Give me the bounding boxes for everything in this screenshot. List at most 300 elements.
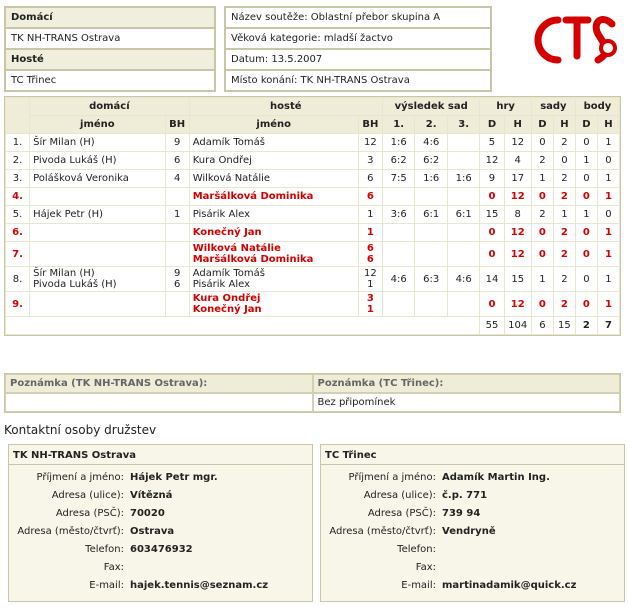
label-zip: Adresa (PSČ):: [367, 507, 436, 519]
col-points-h: H: [598, 116, 619, 133]
guest-bh-line-2: 1: [367, 279, 374, 290]
col-set2: 2.: [415, 116, 447, 133]
games-d-line: 0: [488, 191, 496, 202]
points-h-line: 0: [605, 155, 612, 166]
games-d: [480, 292, 503, 316]
guest-bh-line: 6: [366, 243, 374, 254]
col-sets-h: H: [554, 116, 575, 133]
sets-d: [532, 292, 553, 316]
sets-h: [554, 267, 575, 291]
sets-h: [554, 242, 575, 266]
points-h-line: 1: [605, 173, 612, 184]
total-games-d: 55: [480, 317, 503, 334]
home-contact-fax: [127, 558, 312, 576]
points-d-line: 0: [582, 227, 590, 238]
sets-h-line: 2: [561, 273, 568, 285]
guest-label: Hosté: [5, 49, 215, 70]
home-player: [30, 134, 164, 151]
sets-d-line: 0: [538, 191, 546, 202]
home-player-line: Šír Milan (H): [33, 268, 95, 279]
home-contact-name: Hájek Petr mgr.: [130, 471, 218, 483]
set-1: [383, 134, 415, 151]
match-row: [6, 267, 619, 291]
guest-bh: [359, 267, 382, 291]
col-guest-bh: BH: [359, 116, 382, 133]
set-3: [448, 267, 480, 291]
points-d-line: 0: [582, 191, 590, 202]
home-bh-line: 4: [173, 173, 181, 184]
guest-note-label: Poznámka (TC Třinec):: [313, 374, 621, 393]
sets-h-line: 2: [561, 137, 568, 148]
guest-bh: [359, 206, 382, 223]
set-2: [415, 292, 447, 316]
sets-d: [532, 242, 553, 266]
match-number: [6, 170, 29, 187]
games-d-line: 0: [488, 248, 496, 260]
points-h-line: 0: [605, 209, 612, 220]
guest-player: [190, 224, 358, 241]
match-number-line: 8.: [12, 273, 23, 285]
home-player: [30, 170, 164, 187]
sets-h-line: 2: [560, 227, 568, 238]
set-3: [448, 134, 480, 151]
match-number: [6, 224, 29, 241]
points-h: [598, 267, 619, 291]
guest-bh: [359, 188, 382, 205]
home-bh: [166, 188, 189, 205]
set-3: [448, 188, 480, 205]
label-fax: Fax:: [415, 561, 436, 573]
guest-player: [190, 170, 358, 187]
points-h: [598, 134, 619, 151]
home-bh: [166, 152, 189, 169]
set-2: [415, 242, 447, 266]
games-h-line: 12: [510, 248, 525, 260]
match-row: [6, 292, 619, 316]
label-zip: Adresa (PSČ):: [55, 507, 124, 519]
set-2-line: 6:3: [423, 273, 440, 285]
match-number: [6, 188, 29, 205]
games-h: [505, 267, 531, 291]
guest-bh: [359, 134, 382, 151]
guest-player-line: Adamík Tomáš: [192, 137, 265, 148]
games-h-line: 12: [510, 298, 525, 310]
set-3: [448, 170, 480, 187]
set-2: [415, 188, 447, 205]
sets-h-line: 2: [561, 173, 568, 184]
set-1-line: 4:6: [390, 273, 407, 285]
match-row: [6, 188, 619, 205]
label-phone: Telefon:: [85, 543, 124, 555]
guest-player: [190, 134, 358, 151]
games-h-line: 4: [514, 155, 521, 166]
games-d: [480, 170, 503, 187]
guest-player: [190, 292, 358, 316]
games-h-line: 12: [511, 137, 525, 148]
home-bh: [166, 224, 189, 241]
points-h: [598, 152, 619, 169]
match-number: [6, 134, 29, 151]
set-3-line: 6:1: [455, 209, 472, 220]
home-bh-line: 1: [173, 209, 181, 220]
guest-contact-zip: 739 94: [442, 507, 481, 519]
home-note-label: Poznámka (TK NH-TRANS Ostrava):: [5, 374, 313, 393]
guest-player-line: Wilková Natálie: [192, 173, 271, 184]
set-1-line: 7:5: [390, 173, 407, 184]
set-3: [448, 206, 480, 223]
home-player: [30, 224, 164, 241]
notes-section: [4, 373, 621, 413]
games-d: [480, 134, 503, 151]
match-number: [6, 292, 29, 316]
sets-h-line: 1: [561, 209, 568, 220]
sets-d: [532, 188, 553, 205]
points-d: [576, 152, 597, 169]
guest-player: [190, 242, 358, 266]
home-contact-zip: 70020: [130, 507, 165, 519]
guest-bh-line-2: 6: [366, 254, 374, 265]
points-h-line: 1: [604, 191, 612, 202]
col-home-name: jméno: [30, 116, 164, 133]
venue: Místo konání: TK NH-TRANS Ostrava: [225, 70, 491, 91]
points-h-line: 1: [605, 137, 612, 148]
set-1-line: 1:6: [390, 137, 407, 148]
home-player-line: Polášková Veronika: [33, 173, 129, 184]
points-d: [576, 242, 597, 266]
set-2: [415, 206, 447, 223]
competition: Název soutěže: Oblastní přebor skupina A: [225, 7, 491, 28]
set-3: [448, 242, 480, 266]
guest-bh-line: 1: [367, 209, 374, 220]
teams-box: [4, 6, 216, 92]
set-1: [383, 242, 415, 266]
home-contact-city: Ostrava: [130, 525, 175, 537]
date: Datum: 13.5.2007: [225, 49, 491, 70]
set-1: [383, 152, 415, 169]
set-2-line: 4:6: [423, 137, 440, 148]
points-d-line: 0: [582, 248, 590, 260]
contacts-title: Kontaktní osoby družstev: [4, 423, 157, 437]
points-h-line: 1: [604, 298, 612, 310]
match-row: [6, 224, 619, 241]
points-h-line: 1: [604, 248, 612, 260]
col-result: výsledek sad: [383, 98, 480, 115]
points-h: [598, 206, 619, 223]
games-h: [505, 170, 531, 187]
games-h-line: 12: [510, 191, 525, 202]
guest-player-line: Kura Ondřej: [192, 155, 252, 166]
set-3-line: 4:6: [455, 273, 472, 285]
points-d: [576, 170, 597, 187]
label-city: Adresa (město/čtvrť):: [17, 525, 124, 537]
points-d: [576, 134, 597, 151]
label-name: Příjmení a jméno:: [348, 471, 436, 483]
games-h-line: 15: [511, 273, 525, 285]
set-2: [415, 134, 447, 151]
points-d-line: 0: [582, 298, 590, 310]
match-number-line: 1.: [12, 137, 23, 148]
points-d-line: 0: [583, 273, 590, 285]
guest-team: TC Třinec: [5, 70, 215, 91]
points-d-line: 0: [583, 173, 590, 184]
guest-note-value: Bez připomínek: [313, 393, 621, 412]
home-bh: [166, 206, 189, 223]
games-h-line: 12: [510, 227, 525, 238]
sets-h: [554, 188, 575, 205]
club-logo: [528, 8, 624, 72]
games-h: [505, 292, 531, 316]
total-games-h: 104: [505, 317, 531, 334]
match-row: [6, 134, 619, 151]
col-guest-name: jméno: [190, 116, 358, 133]
games-h: [505, 152, 531, 169]
sets-h-line: 2: [560, 298, 568, 310]
match-number-line: 5.: [12, 209, 23, 220]
guest-player-line: Konečný Jan: [192, 227, 262, 238]
home-player-line: Pivoda Lukáš (H): [33, 155, 117, 166]
guest-player-line: Kura Ondřej: [192, 293, 261, 304]
label-phone: Telefon:: [397, 543, 436, 555]
guest-contact-fax: [439, 558, 624, 576]
set-1: [383, 170, 415, 187]
guest-player: [190, 188, 358, 205]
sets-h: [554, 292, 575, 316]
set-1-line: 6:2: [390, 155, 407, 166]
match-row: [6, 206, 619, 223]
guest-bh: [359, 292, 382, 316]
set-1: [383, 206, 415, 223]
games-d-line: 15: [485, 209, 499, 220]
sets-d: [532, 134, 553, 151]
col-points-d: D: [576, 116, 597, 133]
games-d-line: 0: [488, 227, 496, 238]
sets-d-line: 0: [539, 137, 546, 148]
guest-bh-line: 3: [366, 293, 374, 304]
points-d: [576, 224, 597, 241]
games-h-line: 17: [511, 173, 525, 184]
games-d-line: 9: [488, 173, 496, 184]
col-games-h: H: [505, 116, 531, 133]
col-games-d: D: [480, 116, 503, 133]
games-h: [505, 242, 531, 266]
guest-player-line-2: Pisárik Alex: [192, 279, 250, 290]
guest-contact-street: č.p. 771: [442, 489, 488, 501]
set-2-line: 1:6: [423, 173, 440, 184]
games-d: [480, 206, 503, 223]
guest-bh: [359, 170, 382, 187]
home-note-value: [5, 393, 313, 412]
sets-d: [532, 224, 553, 241]
points-d: [576, 188, 597, 205]
match-number-line: 7.: [12, 248, 23, 260]
match-number: [6, 242, 29, 266]
points-h: [598, 170, 619, 187]
sets-d: [532, 152, 553, 169]
guest-contact-name: Adamík Martin Ing.: [442, 471, 550, 483]
points-d: [576, 206, 597, 223]
set-1: [383, 267, 415, 291]
games-d: [480, 224, 503, 241]
points-d-line: 1: [583, 155, 590, 166]
match-number: [6, 206, 29, 223]
points-d-line: 0: [583, 137, 590, 148]
games-h: [505, 224, 531, 241]
sets-h: [554, 224, 575, 241]
games-h: [505, 206, 531, 223]
set-2: [415, 267, 447, 291]
guest-bh-line: 3: [367, 155, 374, 166]
match-number: [6, 267, 29, 291]
sets-d: [532, 170, 553, 187]
match-row: [6, 170, 619, 187]
guest-bh-line: 12: [363, 268, 377, 279]
match-row: [6, 242, 619, 266]
home-label: Domácí: [5, 7, 215, 28]
sets-d-line: 0: [538, 298, 546, 310]
sets-h: [554, 134, 575, 151]
guest-player-line: Adamík Tomáš: [192, 268, 265, 279]
sets-d-line: 0: [538, 227, 546, 238]
sets-d-line: 2: [539, 155, 546, 166]
col-games: hry: [480, 98, 530, 115]
sets-d-line: 1: [539, 273, 546, 285]
total-sets-h: 15: [554, 317, 575, 334]
col-guest: hosté: [190, 98, 382, 115]
label-name: Příjmení a jméno:: [36, 471, 124, 483]
sets-d-line: 1: [539, 173, 546, 184]
guest-contact-team: TC Třinec: [321, 445, 624, 465]
guest-bh-line: 6: [366, 191, 374, 202]
guest-player-line: Pisárik Alex: [192, 209, 250, 220]
col-set3: 3.: [448, 116, 480, 133]
games-d-line: 12: [485, 155, 499, 166]
sets-h: [554, 152, 575, 169]
guest-bh: [359, 242, 382, 266]
home-bh-line: 9: [173, 137, 181, 148]
sets-d: [532, 206, 553, 223]
home-bh: [166, 170, 189, 187]
set-2: [415, 170, 447, 187]
guest-bh-line: 1: [366, 227, 374, 238]
home-player: [30, 188, 164, 205]
points-d-line: 1: [583, 209, 590, 220]
guest-contact-email[interactable]: martinadamik@quick.cz: [442, 579, 577, 591]
home-contact-phone: 603476932: [130, 543, 193, 555]
games-h: [505, 188, 531, 205]
guest-player: [190, 206, 358, 223]
guest-player: [190, 267, 358, 291]
games-d-line: 5: [488, 137, 496, 148]
match-number-line: 4.: [12, 191, 23, 202]
games-d: [480, 188, 503, 205]
guest-bh-line: 12: [363, 137, 377, 148]
home-contact-team: TK NH-TRANS Ostrava: [9, 445, 312, 465]
games-d-line: 0: [488, 298, 496, 310]
home-player: [30, 206, 164, 223]
col-sets-d: D: [532, 116, 553, 133]
col-sets: sady: [532, 98, 575, 115]
home-contact-email[interactable]: hajek.tennis@seznam.cz: [130, 579, 269, 591]
col-home: domácí: [30, 98, 189, 115]
set-1: [383, 224, 415, 241]
set-2: [415, 152, 447, 169]
match-row: [6, 152, 619, 169]
games-h: [505, 134, 531, 151]
guest-player-line-2: Maršálková Dominika: [192, 254, 314, 265]
home-bh: [166, 134, 189, 151]
home-player: [30, 242, 164, 266]
points-h: [598, 188, 619, 205]
match-number-line: 9.: [12, 298, 23, 310]
set-3: [448, 152, 480, 169]
guest-bh: [359, 224, 382, 241]
label-street: Adresa (ulice):: [51, 489, 124, 501]
sets-h-line: 2: [560, 191, 568, 202]
match-number: [6, 152, 29, 169]
guest-bh-line-2: 1: [366, 304, 374, 315]
home-contact-box: [8, 444, 313, 602]
home-player-line-2: Pivoda Lukáš (H): [33, 279, 117, 290]
sets-h: [554, 170, 575, 187]
guest-player: [190, 152, 358, 169]
set-2-line: 6:2: [423, 155, 440, 166]
home-player: [30, 267, 164, 291]
col-set1: 1.: [383, 116, 415, 133]
sets-d-line: 0: [538, 248, 546, 260]
guest-player-line-2: Konečný Jan: [192, 304, 262, 315]
col-points: body: [576, 98, 619, 115]
label-street: Adresa (ulice):: [363, 489, 436, 501]
home-bh: [166, 267, 189, 291]
set-2: [415, 224, 447, 241]
guest-contact-phone: [439, 540, 624, 558]
set-1-line: 3:6: [390, 209, 407, 220]
guest-contact-city: Vendryně: [442, 525, 496, 537]
results-table: [4, 96, 621, 336]
home-player-line: Šír Milan (H): [33, 137, 95, 148]
home-bh-line-2: 6: [173, 279, 181, 290]
home-team: TK NH-TRANS Ostrava: [5, 28, 215, 49]
match-number-line: 3.: [12, 173, 23, 184]
guest-player-line: Maršálková Dominika: [192, 191, 314, 202]
total-points-h: 7: [598, 317, 619, 334]
home-player: [30, 292, 164, 316]
points-h-line: 1: [604, 227, 612, 238]
total-points-d: 2: [576, 317, 597, 334]
sets-h-line: 2: [560, 248, 568, 260]
set-1: [383, 188, 415, 205]
set-3-line: 1:6: [455, 173, 472, 184]
total-sets-d: 6: [532, 317, 553, 334]
category: Věková kategorie: mladší žactvo: [225, 28, 491, 49]
points-h: [598, 242, 619, 266]
set-3: [448, 292, 480, 316]
sets-d-line: 2: [539, 209, 546, 220]
match-info-box: [224, 6, 492, 92]
home-bh-line: 6: [173, 155, 181, 166]
guest-contact-box: [320, 444, 625, 602]
points-h: [598, 292, 619, 316]
points-d: [576, 267, 597, 291]
home-player-line: Hájek Petr (H): [33, 209, 104, 220]
sets-d: [532, 267, 553, 291]
home-bh-line: 9: [173, 268, 181, 279]
label-email: E-mail:: [401, 579, 436, 591]
games-h-line: 8: [514, 209, 521, 220]
sets-h-line: 0: [561, 155, 568, 166]
label-email: E-mail:: [89, 579, 124, 591]
home-player: [30, 152, 164, 169]
